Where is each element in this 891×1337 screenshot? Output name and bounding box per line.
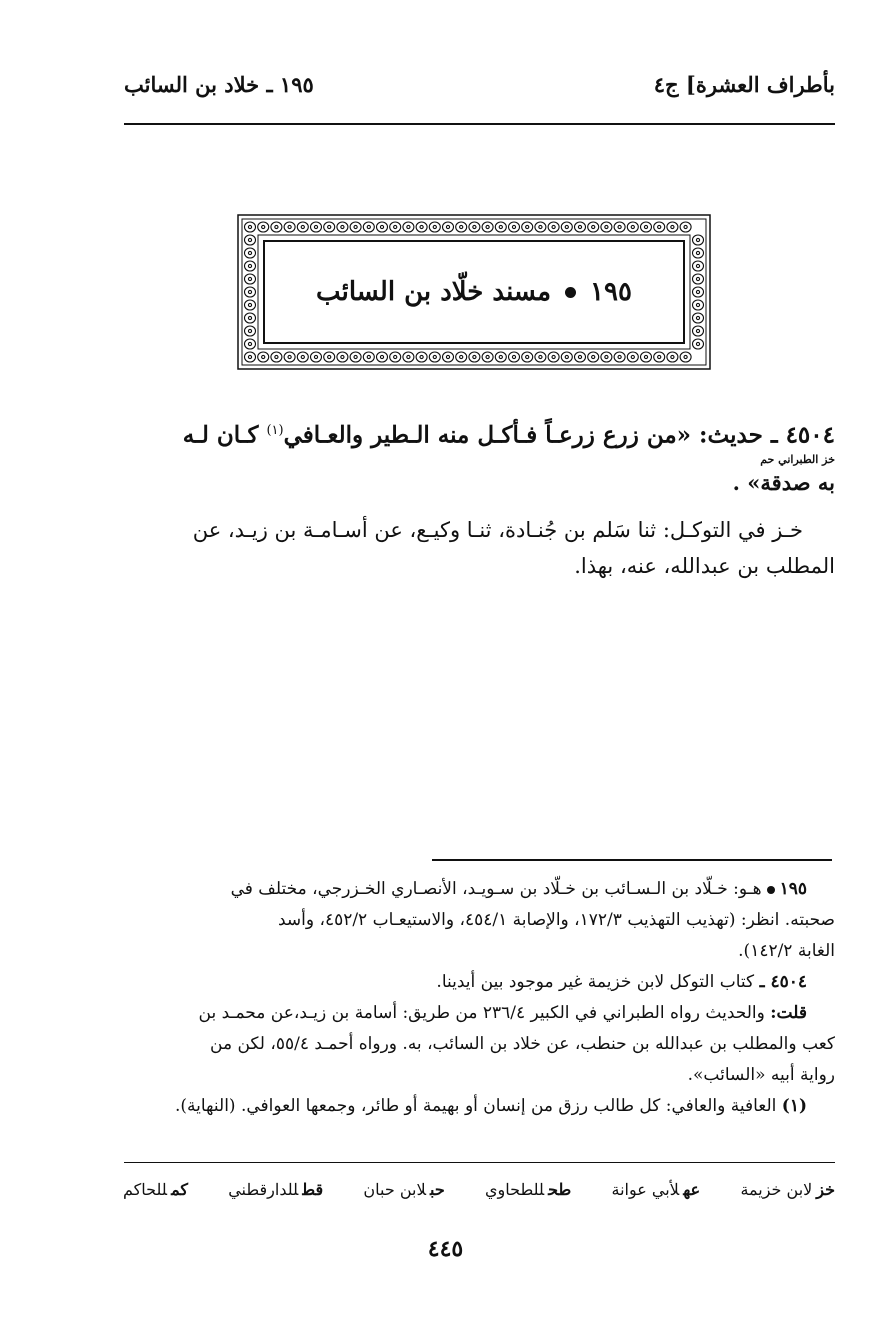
page-number: ٤٤٥ [427, 1236, 464, 1262]
abbreviation-name: لابن حبان [363, 1180, 426, 1199]
footnote-text: العافية والعافي: كل طالب رزق من إنسان أو بهيمة أو طائر، وجمعها العوافي. (النهاية). [175, 1096, 777, 1116]
footnote-195-line-2: صحبته. انظر: (تهذيب التهذيب ١٧٢/٣، والإصابة ٤٥٤/١، والاستيعـاب ٤٥٢/٢، وأسد [277, 910, 835, 930]
footnote-number: ٤٥٠٤ ـ [759, 972, 807, 992]
footnote-number: (١) [781, 1096, 807, 1116]
hadith-text [123, 414, 835, 453]
footnote-number: ١٩٥ [779, 879, 807, 899]
hadith-line-1 [123, 414, 835, 453]
abbreviation-code: كم [171, 1180, 188, 1199]
abbreviation-item [612, 1180, 701, 1199]
isnad-line-2: المطلب بن عبدالله، عنه، بهذا. [574, 554, 835, 578]
ornamental-title-frame [237, 214, 711, 370]
bullet-icon [565, 287, 576, 298]
header-divider [124, 123, 835, 125]
abbreviation-code: خز [816, 1180, 835, 1199]
abbreviation-item [485, 1180, 571, 1199]
section-heading: مسند خلّاد بن السائب [316, 277, 552, 307]
footnote-label: قلت: [770, 1003, 807, 1023]
footnote-qultu-line-3: رواية أبيه «السائب». [687, 1065, 835, 1085]
abbreviation-item [363, 1180, 444, 1199]
footnote-text: كتاب التوكل لابن خزيمة غير موجود بين أيدينا. [436, 972, 755, 992]
footnote-195 [123, 874, 835, 905]
abbreviation-code: حب [430, 1180, 445, 1199]
abbreviation-item [740, 1180, 835, 1199]
abbreviation-name: للدارقطني [228, 1180, 299, 1199]
hadith-matn: ٤٥٠٤ ـ حديث: «من زرع زرعـاً فـأكـل منه الـطير والعـافي [283, 421, 835, 449]
running-header-book: بأطراف العشرة] ج٤ [653, 72, 835, 97]
abbreviation-name: لأبي عوانة [611, 1180, 680, 1199]
bullet-icon [767, 886, 775, 894]
abbreviations-divider [124, 1162, 835, 1163]
footnotes [123, 874, 835, 1122]
hadith-line-2: به صدقة» . [732, 470, 835, 495]
running-header-section: ١٩٥ ـ خلاد بن السائب [124, 72, 314, 97]
section-title [263, 240, 685, 344]
abbreviation-name: للحاكم [123, 1180, 168, 1199]
section-number: ١٩٥ [590, 277, 632, 307]
footnote-ref: (١) [266, 423, 284, 438]
footnote-195-line-3: الغابة ١٤٢/٢). [738, 941, 835, 961]
footnote-4504 [123, 967, 835, 998]
abbreviation-name: لابن خزيمة [740, 1180, 813, 1199]
abbreviation-code: طح [548, 1180, 572, 1199]
footnote-qultu [123, 998, 835, 1029]
footnote-text: والحديث رواه الطبراني في الكبير ٢٣٦/٤ من طريق: أسامة بن زيـد،عن محمـد بن [198, 1003, 765, 1023]
abbreviation-name: للطحاوي [485, 1180, 545, 1199]
source-marginal-note: خز الطبراني حم [760, 453, 835, 466]
isnad-line-1: خـز في التوكـل: ثنا سَلم بن جُنـادة، ثنـا وكيـع، عن أسـامـة بن زيـد، عن [192, 518, 803, 542]
abbreviations-key [123, 1180, 835, 1199]
footnote-qultu-line-2: كعب والمطلب بن عبدالله بن حنطب، عن خلاد بن السائب، به. ورواه أحمـد ٥٥/٤، لكن من [210, 1034, 835, 1054]
abbreviation-code: عه [683, 1180, 701, 1199]
footnote-text: هـو: خـلّاد بن الـسـائب بن خـلّاد بن سـويـد، الأنصـاري الخـزرجي، مختلف في [230, 879, 762, 899]
footnote-1 [123, 1091, 835, 1122]
footnote-divider [432, 859, 832, 861]
abbreviation-item [228, 1180, 323, 1199]
abbreviation-code: قط [302, 1180, 324, 1199]
hadith-matn-end: كـان لـه [182, 421, 267, 449]
abbreviation-item [123, 1180, 188, 1199]
isnad-paragraph [123, 512, 835, 584]
